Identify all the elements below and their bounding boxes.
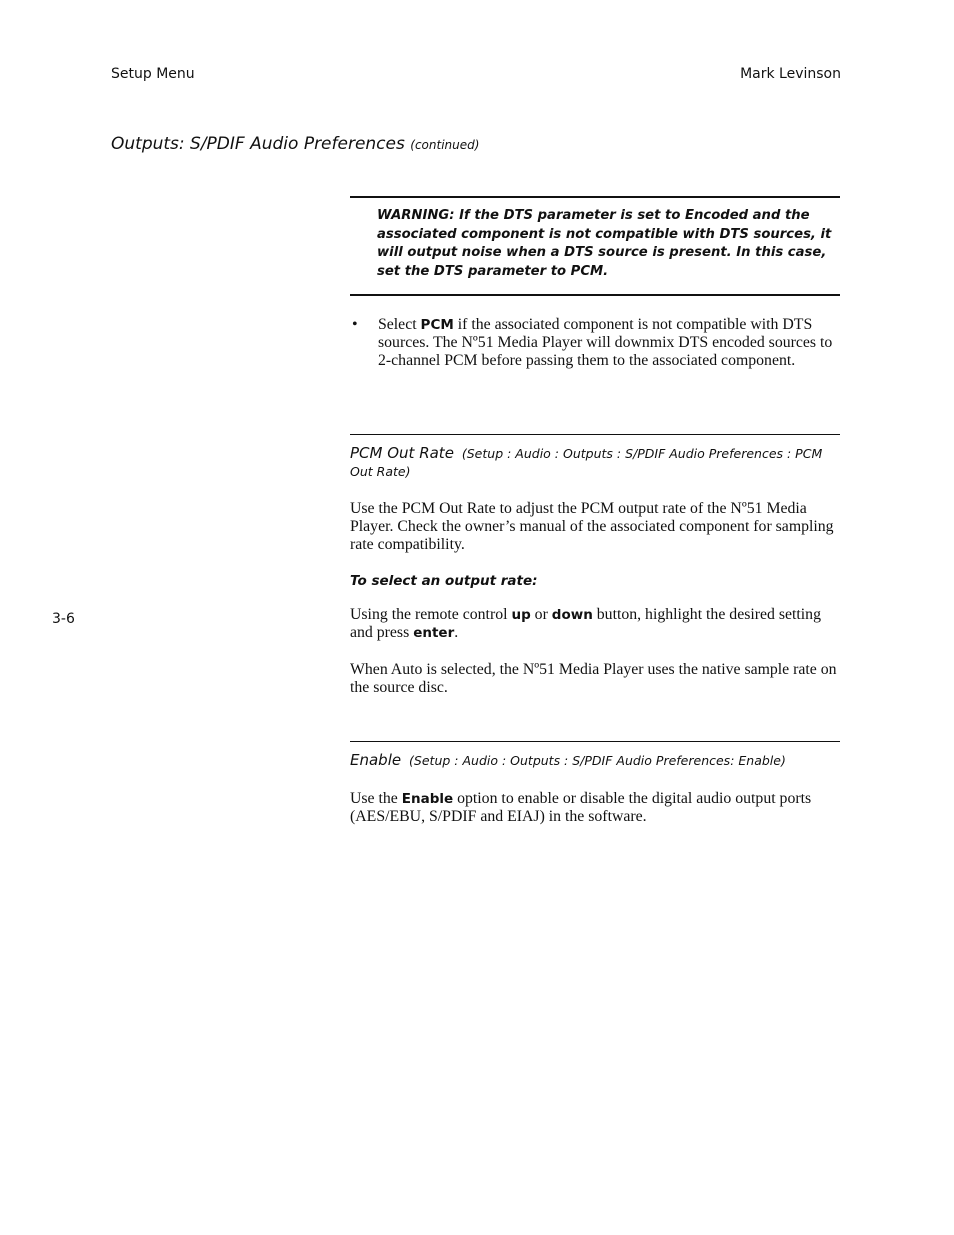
running-header-right: Mark Levinson	[740, 66, 841, 82]
pcm-subheading: To select an output rate:	[350, 573, 538, 589]
enable-section-heading	[350, 751, 840, 770]
bullet-post: if the associated component is not compatible with DTS sources. The Nº51 Media Player will downmix DTS encoded sources to 2-channel PCM before passing them to the associated component.	[378, 316, 833, 370]
enable-section-name: Enable	[350, 751, 402, 769]
enable-section-path: (Setup : Audio : Outputs : S/PDIF Audio Preferences: Enable)	[409, 753, 786, 768]
warning-bottom-rule	[350, 294, 840, 296]
running-header-left: Setup Menu	[111, 66, 195, 82]
pcm-section-path: (Setup : Audio : Outputs : S/PDIF Audio Preferences : PCM Out Rate)	[350, 446, 823, 479]
pcm-paragraph-3: When Auto is selected, the Nº51 Media Player uses the native sample rate on the source disc.	[350, 661, 837, 697]
pcm-p2-mid1: or	[530, 606, 552, 623]
section-divider-enable	[350, 741, 840, 742]
pcm-section-heading	[350, 444, 840, 481]
page-title-main: Outputs: S/PDIF Audio Preferences	[111, 134, 405, 154]
keyword-down: down	[551, 607, 593, 623]
pcm-paragraph-1: Use the PCM Out Rate to adjust the PCM output rate of the Nº51 Media Player. Check the owner’s manual of the associated component for sampling rate compatibility.	[350, 500, 834, 554]
pcm-p2-post: .	[454, 624, 459, 642]
enable-p1-post: option to enable or disable the digital audio output ports (AES/EBU, S/PDIF and EIAJ) in the software.	[350, 790, 812, 826]
bullet-pre: Select	[378, 316, 421, 333]
bullet-keyword: PCM	[420, 317, 454, 333]
pcm-p2-mid2: button, highlight the desired setting and press	[350, 606, 821, 642]
bullet-text	[378, 316, 840, 371]
keyword-up: up	[511, 607, 531, 623]
page-title	[111, 134, 479, 154]
keyword-enter: enter	[413, 625, 455, 642]
enable-paragraph-1	[350, 790, 840, 826]
keyword-enable: Enable	[401, 791, 454, 807]
pcm-p2-pre: Using the remote control	[350, 606, 512, 623]
page-number: 3-6	[52, 611, 75, 627]
warning-text: WARNING: If the DTS parameter is set to Encoded and the associated component is not compatible with DTS sources, it will output noise when a DTS source is present. In this case, set the DTS parameter to PCM.	[377, 208, 832, 279]
enable-p1-pre: Use the	[350, 790, 402, 807]
pcm-paragraph-2	[350, 606, 840, 642]
section-divider-pcm	[350, 434, 840, 435]
bullet-marker: •	[352, 316, 358, 333]
warning-top-rule	[350, 196, 840, 198]
page-title-continued: (continued)	[410, 138, 480, 152]
pcm-section-name: PCM Out Rate	[350, 444, 454, 462]
